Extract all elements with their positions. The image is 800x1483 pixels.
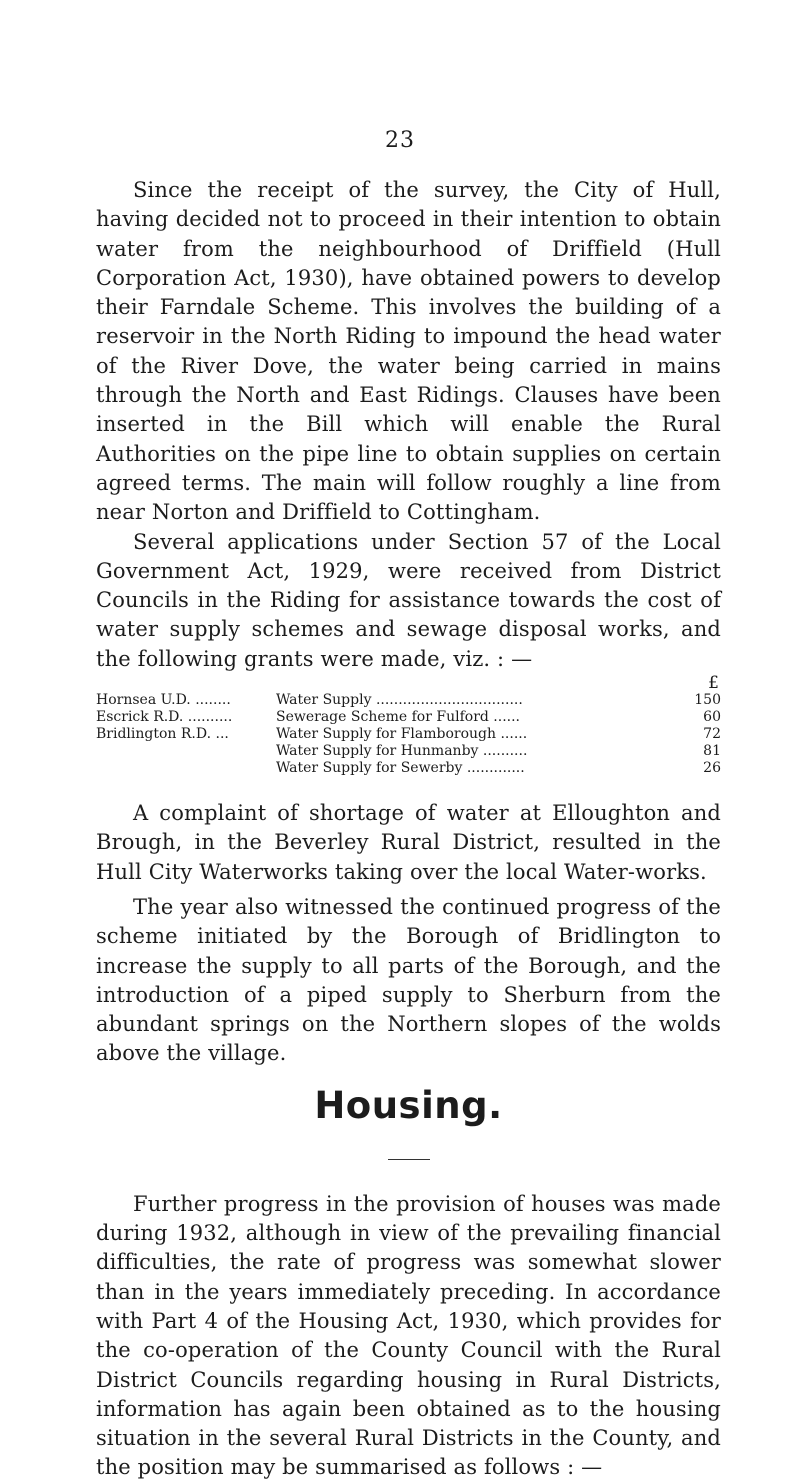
grant-authority: Bridlington R.D. ... [96, 726, 229, 743]
page-number: 23 [385, 128, 415, 153]
section-heading-housing: Housing. [314, 1083, 503, 1127]
grant-purpose: Water Supply for Hunmanby .......... [276, 743, 528, 760]
paragraph-hull-farndale: Since the receipt of the survey, the City of Hull, having decided not to proceed in their intention to obtain water from the neighbourhood of Driffield (Hull Corporation Act, 1930), have obtained powers to develop their Farndale Scheme. This involves the building of a reservoir in the North Riding to impound the head water of the River Dove, the water being carried in mains through the North and East Ridings. Clauses have been inserted in the Bill which will enable the Rural Authorities on the pipe line to obtain supplies on certain agreed terms. The main will follow roughly a line from near Norton and Driffield to Cottingham. [96, 178, 721, 525]
grant-purpose: Sewerage Scheme for Fulford ...... [276, 709, 521, 726]
grant-amount: 26 [703, 760, 721, 777]
grants-table [96, 674, 721, 777]
grant-amount: 150 [694, 692, 721, 709]
divider-rule [388, 1159, 430, 1160]
table-row [96, 760, 721, 777]
paragraph-section-57-grants: Several applications under Section 57 of the Local Government Act, 1929, were received from District Councils in the Riding for assistance towards the cost of water supply schemes and sewage disposal works, and the following grants were made, viz. : — [96, 529, 721, 671]
grant-purpose: Water Supply for Sewerby ............. [276, 760, 525, 777]
grant-purpose: Water Supply for Flamborough ...... [276, 726, 528, 743]
grant-authority: Hornsea U.D. ........ [96, 692, 231, 709]
paragraph-elloughton-brough: A complaint of shortage of water at Elloughton and Brough, in the Beverley Rural District, resulted in the Hull City Waterworks taking over the local Water-works. [96, 801, 721, 884]
page-body [96, 176, 721, 1483]
grant-authority [96, 760, 276, 777]
grant-amount: 60 [703, 709, 721, 726]
table-row [96, 726, 721, 743]
table-row [96, 743, 721, 760]
grant-amount: 72 [703, 726, 721, 743]
paragraph-bridlington-sherburn: The year also witnessed the continued progress of the scheme initiated by the Borough of Bridlington to increase the supply to all parts of the Borough, and the introduction of a piped supply to Sherburn from the abundant springs on the Northern slopes of the wolds above the village. [96, 894, 721, 1066]
table-row [96, 692, 721, 709]
paragraph-housing-progress: Further progress in the provision of houses was made during 1932, although in view of the prevailing financial difficulties, the rate of progress was somewhat slower than in the years immediately preceding. In accordance with Part 4 of the Housing Act, 1930, which provides for the co-operation of the County Council with the Rural District Councils regarding housing in Rural Districts, information has again been obtained as to the housing situation in the several Rural Districts in the County, and the position may be summarised as follows : — [96, 1191, 721, 1480]
currency-symbol: £ [708, 673, 719, 694]
grant-authority [96, 743, 276, 760]
grant-authority: Escrick R.D. .......... [96, 709, 233, 726]
grant-purpose: Water Supply ................................. [276, 692, 523, 709]
grant-amount: 81 [703, 743, 721, 760]
table-row [96, 709, 721, 726]
